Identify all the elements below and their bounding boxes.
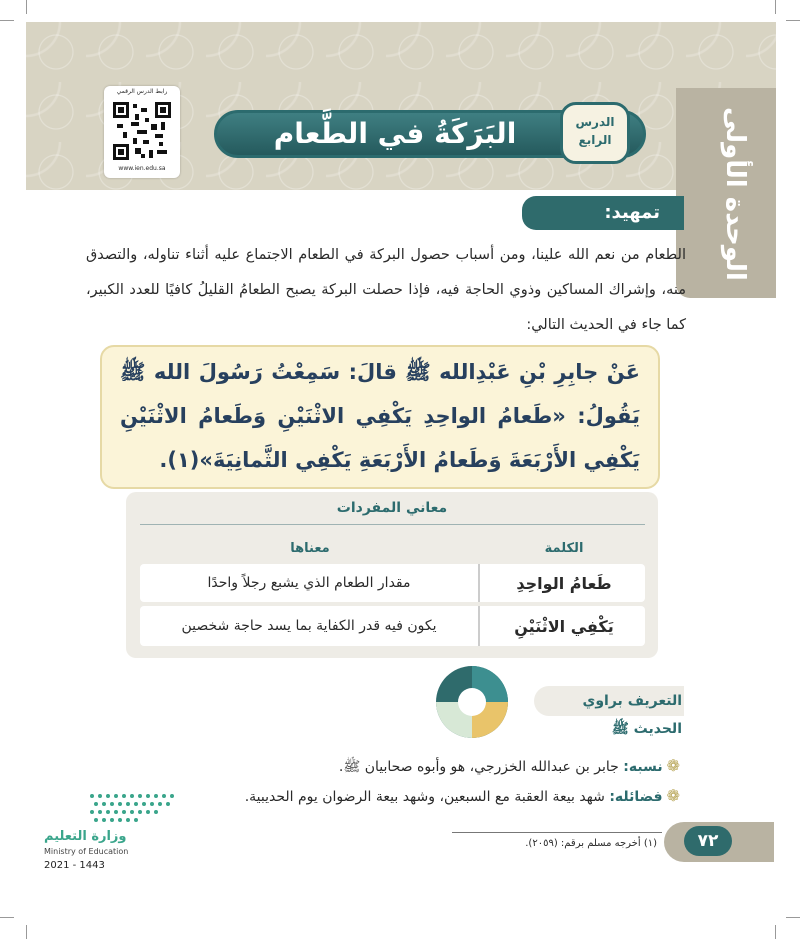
qr-label: رابط الدرس الرقمي: [116, 88, 168, 95]
crop-mark: [26, 925, 27, 939]
qr-code-icon: [113, 102, 171, 160]
vocabulary-row: [140, 606, 645, 646]
lesson-badge: [560, 102, 630, 164]
virtues-key: فضائله:: [609, 789, 663, 805]
page-number: ٧٢: [684, 826, 732, 856]
lesson-title: البَرَكَةُ في الطَّعام: [273, 117, 517, 150]
ministry-logo-icon: [86, 790, 178, 826]
vocabulary-col-meaning: معناها: [290, 541, 330, 556]
lineage-text: جابر بن عبدالله الخزرجي، هو وأبوه صحابيان ﷺ.: [338, 759, 619, 775]
intro-heading: تمهيد:: [604, 202, 660, 223]
qr-url[interactable]: www.ien.edu.sa: [118, 165, 166, 172]
virtues-text: شهد بيعة العقبة مع السبعين، وشهد بيعة الرضوان يوم الحديبية.: [244, 789, 605, 805]
vocabulary-word: طَعامُ الواحِدِ: [516, 573, 612, 593]
edition-year: 2021 - 1443: [44, 860, 105, 871]
crop-mark: [775, 0, 776, 14]
divider: [140, 524, 645, 525]
vocabulary-title: معاني المفردات: [336, 500, 448, 516]
vocabulary-meaning: مقدار الطعام الذي يشبع رجلاً واحدًا: [207, 575, 411, 591]
lesson-badge-line1: الدرس: [575, 115, 615, 129]
crop-mark: [786, 20, 800, 21]
crop-mark: [786, 917, 800, 918]
narrator-emblem-icon: [432, 664, 512, 740]
vocabulary-row: [140, 564, 645, 602]
intro-paragraph: الطعام من نعم الله علينا، ومن أسباب حصول البركة في الطعام الاجتماع عليه أثناء تناوله، والتصدق منه، وإشراك المساكين وذوي الحاجة فيه، فإذا حصلت البركة يصبح الطعامُ القليلُ كافيًا للعدد الكبير، كما جاء في الحديث التالي:: [86, 247, 686, 333]
narrator-heading: التعريف براوي الحديث ﷺ: [582, 693, 682, 737]
ministry-name-ar: وزارة التعليم: [44, 829, 127, 844]
crop-mark: [0, 917, 14, 918]
crop-mark: [0, 20, 14, 21]
vocabulary-meaning: يكون فيه قدر الكفاية بما يسد حاجة شخصين: [181, 618, 437, 634]
vocabulary-col-word: الكلمة: [544, 541, 584, 556]
crop-mark: [775, 925, 776, 939]
footnote-divider: [452, 832, 662, 833]
crop-mark: [26, 0, 27, 14]
ministry-name-en: Ministry of Education: [44, 847, 129, 856]
flower-bullet-icon: ❁: [666, 756, 680, 775]
vocabulary-word: يَكْفِي الاثْنَيْنِ: [514, 616, 614, 636]
hadith-text: عَنْ جابِرِ بْنِ عَبْدِالله ﷺ قالَ: سَمِعْتُ رَسُولَ الله ﷺ يَقُولُ: «طَعامُ الواحِدِ يَكْفِي الاثْنَيْنِ وَطَعامُ الاثْنَيْنِ يَكْفِي الأَرْبَعَةَ وَطَعامُ الأَرْبَعَةِ يَكْفِي الثَّمانِيَةَ»(١).: [120, 360, 640, 472]
narrator-lineage: [200, 756, 680, 778]
lineage-key: نسبه:: [623, 759, 663, 775]
unit-label: الوحدة الأولى: [720, 107, 750, 281]
divider: [478, 564, 480, 602]
narrator-virtues: [200, 786, 680, 805]
footnote: (١) أخرجه مسلم برقم: (٢٠٥٩).: [525, 838, 657, 849]
divider: [478, 606, 480, 646]
lesson-badge-line2: الرابع: [578, 133, 612, 147]
flower-bullet-icon: ❁: [666, 786, 680, 805]
